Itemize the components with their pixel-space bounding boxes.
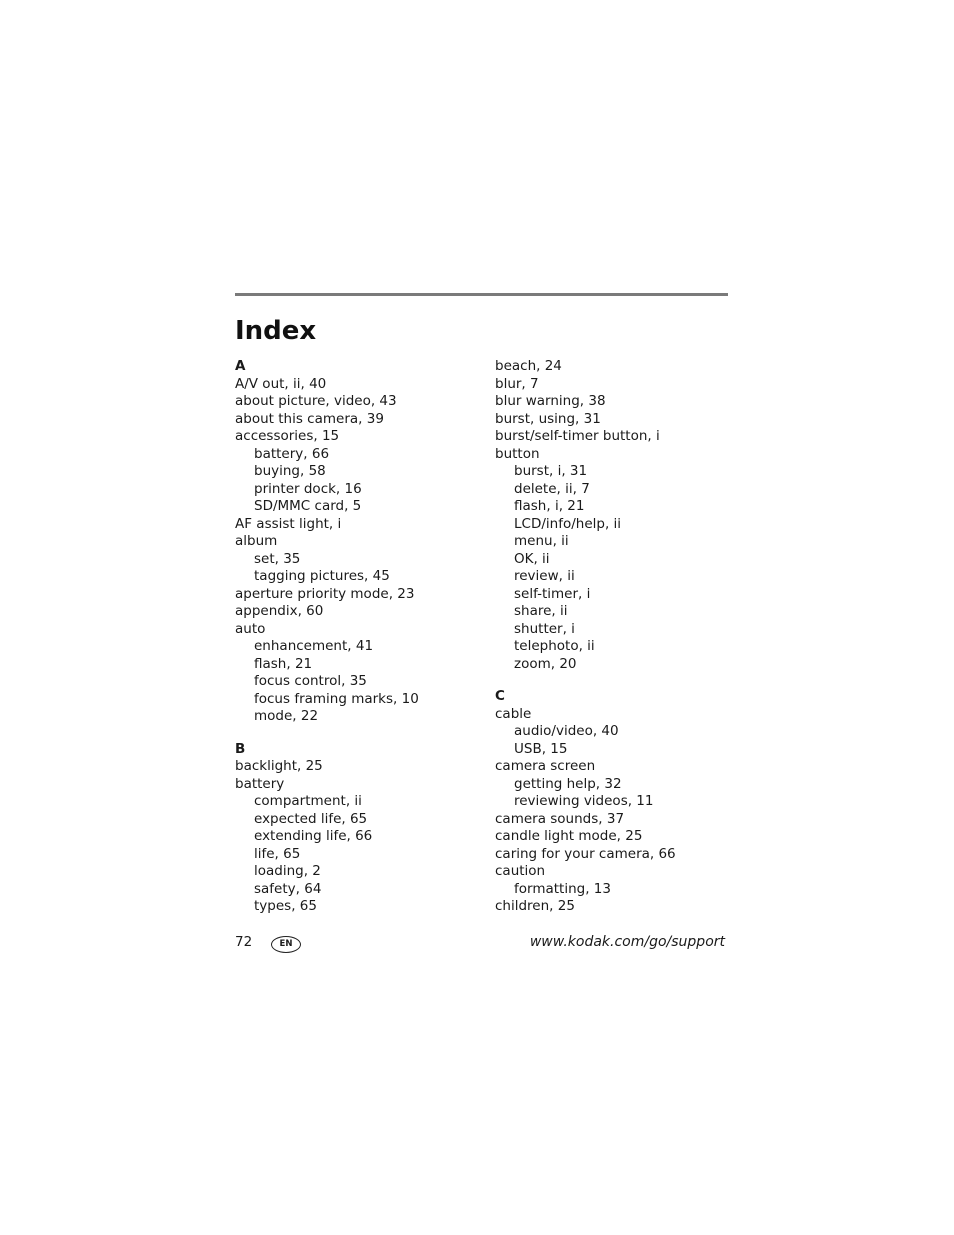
- index-entry: about picture, video, 43: [235, 393, 397, 409]
- index-entry: burst/self-timer button, i: [495, 428, 660, 444]
- index-entry: AF assist light, i: [235, 515, 342, 532]
- index-subentry: OK, ii: [514, 550, 550, 567]
- index-subentry: extending life, 66: [254, 828, 373, 844]
- index-entry: children, 25: [495, 898, 575, 914]
- index-entry: beach, 24: [495, 358, 562, 374]
- index-entry: auto: [235, 620, 266, 637]
- index-subentry: delete, ii, 7: [514, 480, 590, 497]
- index-column-left: [235, 358, 419, 916]
- index-subentry: compartment, ii: [254, 793, 362, 809]
- index-subentry: loading, 2: [254, 863, 321, 879]
- index-subentry: review, ii: [514, 568, 575, 584]
- page-title: Index: [235, 316, 317, 346]
- support-url: www.kodak.com/go/support: [529, 934, 725, 950]
- index-subentry: burst, i, 31: [514, 463, 588, 479]
- index-subentry: flash, 21: [254, 655, 313, 672]
- index-entry: appendix, 60: [235, 603, 324, 619]
- index-entry: album: [235, 533, 278, 549]
- index-subentry: printer dock, 16: [254, 480, 362, 497]
- index-subentry: flash, i, 21: [514, 498, 585, 514]
- index-entry: burst, using, 31: [495, 410, 601, 427]
- index-section-letter: C: [495, 688, 505, 704]
- index-entry: A/V out, ii, 40: [235, 375, 327, 392]
- index-entry: caution: [495, 863, 546, 879]
- index-entry: backlight, 25: [235, 758, 323, 774]
- index-subentry: tagging pictures, 45: [254, 568, 390, 584]
- index-subentry: SD/MMC card, 5: [254, 498, 362, 514]
- index-subentry: expected life, 65: [254, 810, 368, 827]
- index-entry: blur warning, 38: [495, 393, 606, 409]
- index-entry: caring for your camera, 66: [495, 845, 676, 862]
- index-entry: camera sounds, 37: [495, 810, 625, 827]
- index-entry: button: [495, 445, 540, 462]
- index-section-letter: B: [235, 740, 246, 757]
- index-subentry: telephoto, ii: [514, 638, 595, 654]
- index-subentry: focus framing marks, 10: [254, 690, 419, 707]
- index-subentry: focus control, 35: [254, 673, 367, 689]
- index-subentry: audio/video, 40: [514, 723, 619, 739]
- index-subentry: battery, 66: [254, 445, 330, 462]
- page-number: 72: [235, 934, 253, 950]
- index-subentry: self-timer, i: [514, 585, 591, 602]
- index-subentry: life, 65: [254, 845, 301, 862]
- index-subentry: buying, 58: [254, 463, 326, 479]
- index-subentry: getting help, 32: [514, 775, 622, 792]
- index-subentry: safety, 64: [254, 880, 322, 897]
- index-subentry: set, 35: [254, 550, 301, 567]
- index-subentry: menu, ii: [514, 533, 569, 549]
- index-subentry: LCD/info/help, ii: [514, 515, 622, 532]
- index-entry: about this camera, 39: [235, 410, 384, 427]
- index-subentry: enhancement, 41: [254, 638, 374, 654]
- section-gap: [235, 726, 419, 741]
- section-gap: [495, 673, 676, 688]
- index-subentry: types, 65: [254, 898, 317, 914]
- index-subentry: reviewing videos, 11: [514, 793, 654, 809]
- index-subentry: USB, 15: [514, 740, 568, 757]
- index-subentry: formatting, 13: [514, 880, 611, 897]
- index-subentry: shutter, i: [514, 620, 575, 637]
- index-entry: battery: [235, 775, 285, 792]
- index-entry: camera screen: [495, 758, 596, 774]
- index-entry: blur, 7: [495, 375, 539, 392]
- index-entry: candle light mode, 25: [495, 828, 643, 844]
- index-section-letter: A: [235, 358, 246, 374]
- index-entry: aperture priority mode, 23: [235, 585, 415, 602]
- index-column-right: [495, 358, 676, 916]
- index-subentry: zoom, 20: [514, 655, 577, 672]
- index-entry: cable: [495, 705, 532, 722]
- index-subentry: mode, 22: [254, 708, 319, 724]
- index-entry: accessories, 15: [235, 428, 340, 444]
- header-rule: [235, 293, 728, 296]
- language-badge-icon: EN: [271, 936, 301, 953]
- index-subentry: share, ii: [514, 603, 568, 619]
